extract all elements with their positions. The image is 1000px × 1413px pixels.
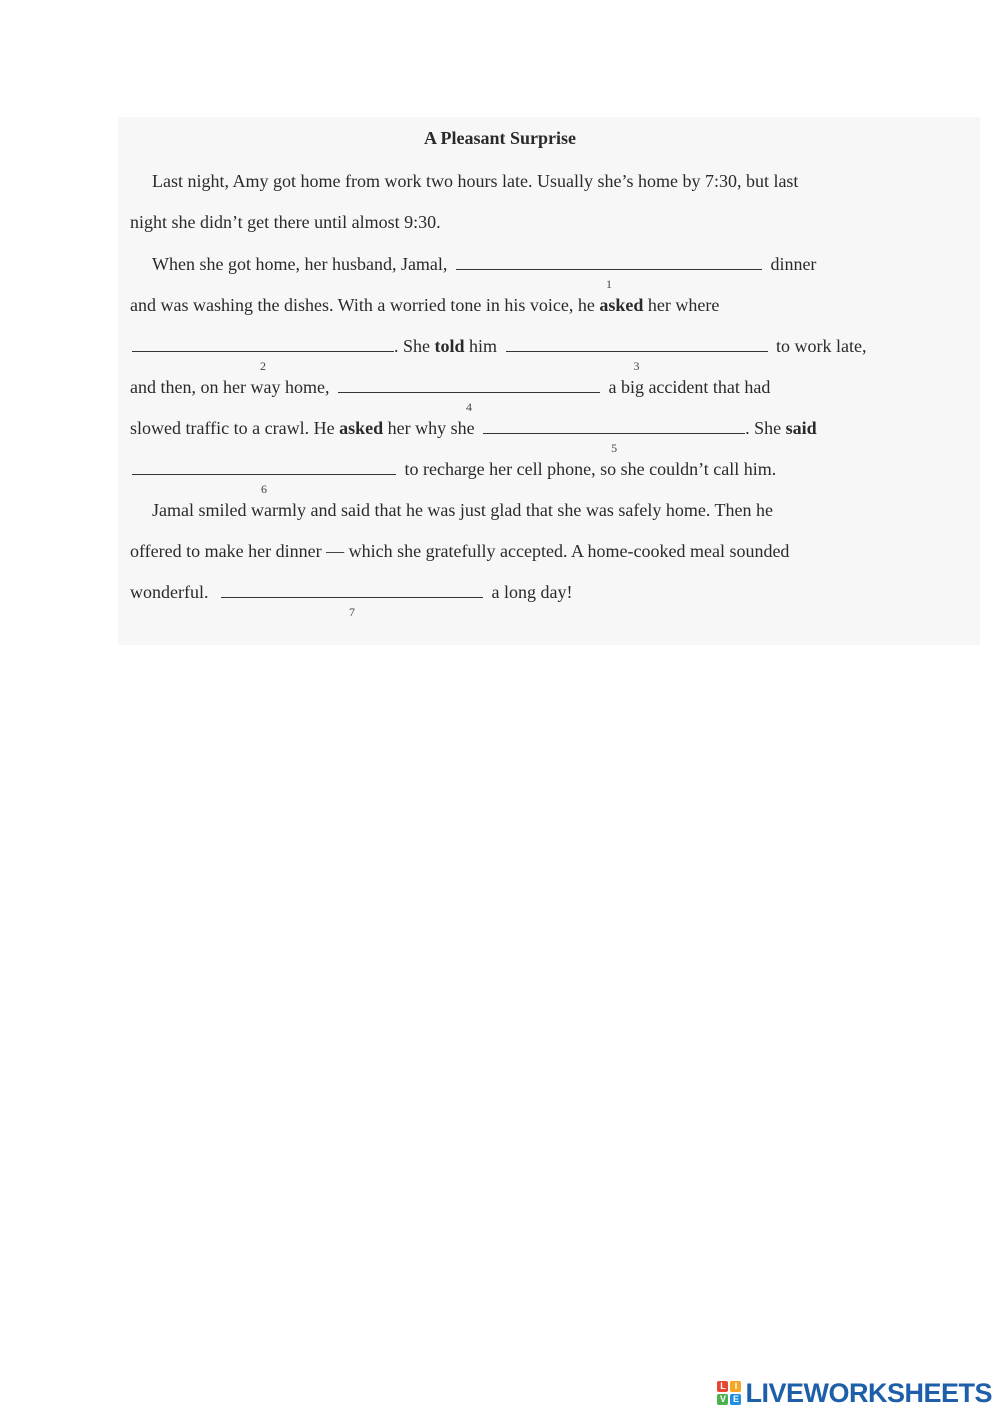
logo-letter: I	[730, 1381, 741, 1392]
text-segment: wonderful.	[130, 582, 209, 602]
text-segment: to work late,	[776, 336, 867, 356]
text-line: night she didn’t get there until almost 9:30.	[130, 212, 441, 232]
blank-number: 3	[633, 359, 640, 373]
blank-3[interactable]	[506, 337, 768, 373]
logo-letter: V	[717, 1394, 728, 1405]
bold-verb: said	[785, 418, 817, 438]
bold-verb: asked	[599, 295, 644, 315]
text-line	[130, 581, 573, 619]
blank-number: 4	[465, 400, 472, 414]
text-segment: . She	[745, 418, 782, 438]
text-segment: to recharge her cell phone, so she couldn’t call him.	[404, 459, 777, 479]
logo-text: LIVEWORKSHEETS	[745, 1377, 992, 1408]
text-line	[130, 294, 719, 316]
text-line: Last night, Amy got home from work two hours late. Usually she’s home by 7:30, but last	[152, 171, 799, 191]
liveworksheets-logo	[717, 1378, 992, 1408]
text-segment: a big accident that had	[608, 377, 771, 397]
blank-1[interactable]	[456, 255, 762, 291]
text-line: offered to make her dinner — which she gratefully accepted. A home-cooked meal sounded	[130, 541, 790, 561]
text-segment: . She	[394, 336, 430, 356]
blank-7[interactable]	[221, 583, 483, 619]
blank-number: 7	[348, 605, 355, 619]
text-segment: dinner	[770, 254, 817, 274]
blank-number: 2	[260, 359, 266, 373]
blank-6[interactable]	[132, 460, 396, 496]
text-segment: and then, on her way home,	[130, 377, 330, 397]
blank-number: 5	[611, 441, 618, 455]
blank-number: 1	[605, 277, 612, 291]
live-grid-icon	[717, 1381, 741, 1405]
logo-letter: E	[730, 1394, 741, 1405]
logo-letter: L	[717, 1381, 728, 1392]
text-line: Jamal smiled warmly and said that he was just glad that she was safely home. Then he	[152, 500, 774, 520]
blank-5[interactable]	[483, 419, 745, 455]
text-segment: When she got home, her husband, Jamal,	[152, 254, 448, 274]
worksheet-title: A Pleasant Surprise	[423, 128, 576, 148]
text-line	[130, 417, 817, 455]
blank-number: 6	[261, 482, 267, 496]
text-segment: her where	[647, 295, 720, 315]
blank-2[interactable]	[132, 337, 394, 373]
text-segment: her why she	[387, 418, 475, 438]
text-line	[152, 253, 817, 291]
text-segment: him	[469, 336, 498, 356]
text-line	[132, 335, 867, 373]
text-line	[130, 376, 771, 414]
bold-verb: asked	[339, 418, 384, 438]
bold-verb: told	[434, 336, 465, 356]
text-line	[132, 458, 777, 496]
text-segment: and was washing the dishes. With a worried tone in his voice, he	[130, 295, 595, 315]
text-segment: slowed traffic to a crawl. He	[130, 418, 335, 438]
text-segment: a long day!	[491, 582, 573, 602]
blank-4[interactable]	[338, 378, 600, 414]
